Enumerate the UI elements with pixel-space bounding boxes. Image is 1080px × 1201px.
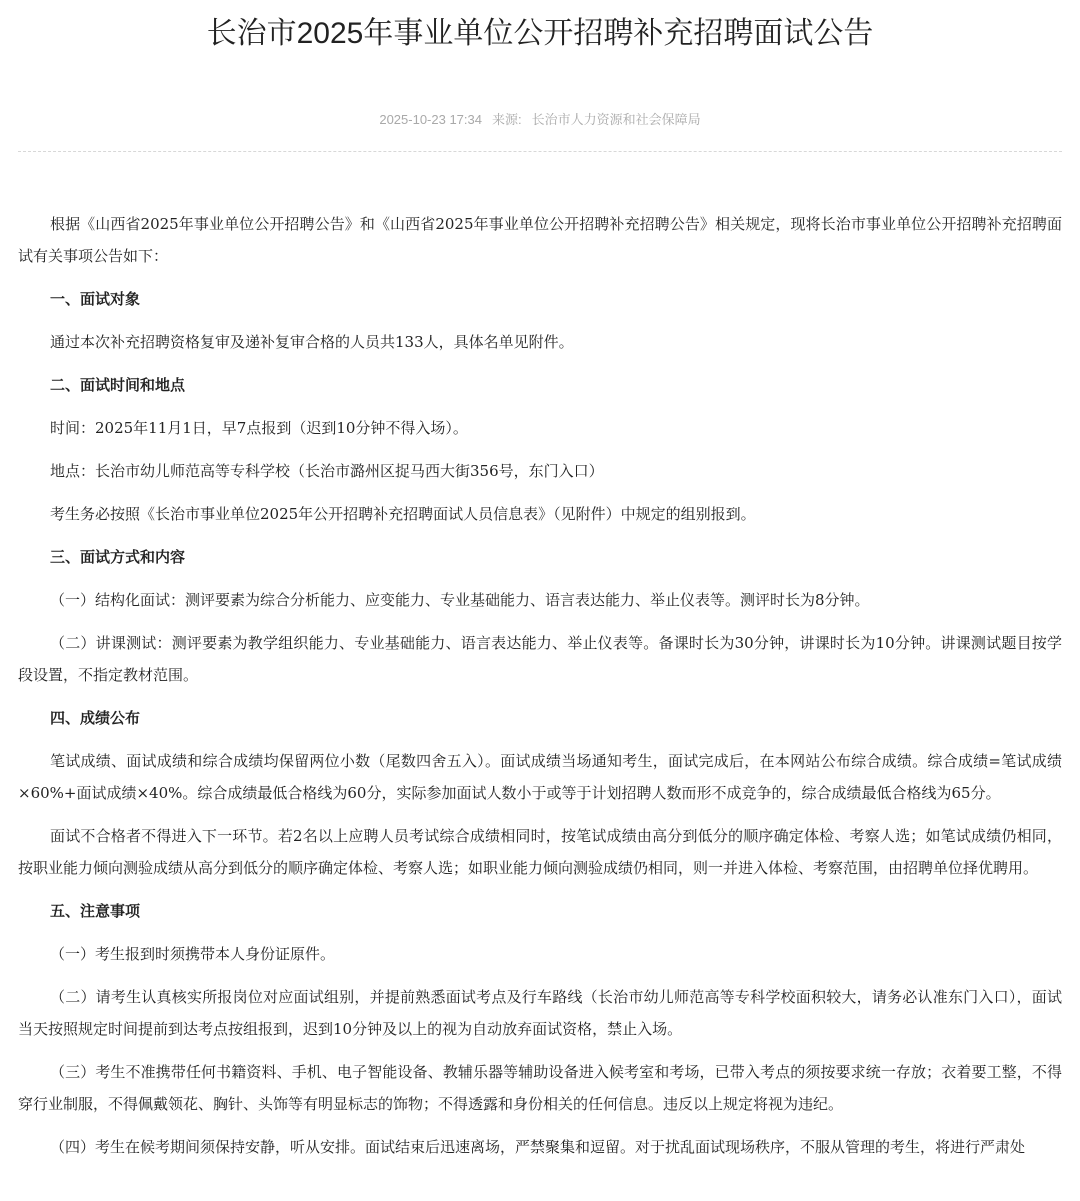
paragraph: 通过本次补充招聘资格复审及递补复审合格的人员共133人，具体名单见附件。 xyxy=(50,333,574,351)
section-heading: 四、成绩公布 xyxy=(50,709,141,727)
section-heading: 二、面试时间和地点 xyxy=(50,376,186,394)
article xyxy=(18,0,1062,1156)
publish-date: 2025-10-23 17:34 xyxy=(379,112,482,127)
paragraph: （一）考生报到时须携带本人身份证原件。 xyxy=(50,945,336,963)
article-body xyxy=(18,208,1062,1163)
paragraph: （二）请考生认真核实所报岗位对应面试组别，并提前熟悉面试考点及行车路线（长治市幼儿师范高等专科学校面积较大，请务必认准东门入口），面试当天按照规定时间提前到达考点按组报到，迟到10分钟及以上的视为自动放弃面试资格，禁止入场。 xyxy=(18,988,1062,1038)
paragraph: （二）讲课测试：测评要素为教学组织能力、专业基础能力、语言表达能力、举止仪表等。备课时长为30分钟，讲课时长为10分钟。讲课测试题目按学段设置，不指定教材范围。 xyxy=(18,634,1062,684)
page-title: 长治市2025年事业单位公开招聘补充招聘面试公告 xyxy=(206,17,874,50)
paragraph: 笔试成绩、面试成绩和综合成绩均保留两位小数（尾数四舍五入）。面试成绩当场通知考生，面试完成后，在本网站公布综合成绩。综合成绩=笔试成绩×60%+面试成绩×40%。综合成绩最低合格线为60分，实际参加面试人数小于或等于计划招聘人数而形不成竞争的，综合成绩最低合格线为65分。 xyxy=(18,752,1062,802)
paragraph: 面试不合格者不得进入下一环节。若2名以上应聘人员考试综合成绩相同时，按笔试成绩由高分到低分的顺序确定体检、考察人选；如笔试成绩仍相同，按职业能力倾向测验成绩从高分到低分的顺序确定体检、考察人选；如职业能力倾向测验成绩仍相同，则一并进入体检、考察范围，由招聘单位择优聘用。 xyxy=(18,827,1062,877)
section-heading: 一、面试对象 xyxy=(50,290,141,308)
section-heading: 三、面试方式和内容 xyxy=(50,548,186,566)
paragraph: 地点：长治市幼儿师范高等专科学校（长治市潞州区捉马西大街356号，东门入口） xyxy=(50,462,604,480)
paragraph: （一）结构化面试：测评要素为综合分析能力、应变能力、专业基础能力、语言表达能力、举止仪表等。测评时长为8分钟。 xyxy=(50,591,870,609)
intro-paragraph: 根据《山西省2025年事业单位公开招聘公告》和《山西省2025年事业单位公开招聘补充招聘公告》相关规定，现将长治市事业单位公开招聘补充招聘面试有关事项公告如下： xyxy=(18,215,1062,265)
meta-divider xyxy=(18,151,1062,152)
paragraph: （四）考生在候考期间须保持安静，听从安排。面试结束后迅速离场，严禁聚集和逗留。对于扰乱面试现场秩序，不服从管理的考生，将进行严肃处 xyxy=(50,1138,1026,1156)
paragraph: 时间：2025年11月1日，早7点报到（迟到10分钟不得入场）。 xyxy=(50,419,468,437)
source-label: 来源: xyxy=(492,112,522,127)
paragraph: （三）考生不准携带任何书籍资料、手机、电子智能设备、教辅乐器等辅助设备进入候考室和考场，已带入考点的须按要求统一存放；衣着要工整，不得穿行业制服，不得佩戴领花、胸针、头饰等有明显标志的饰物；不得透露和身份相关的任何信息。违反以上规定将视为违纪。 xyxy=(18,1063,1062,1113)
source-name: 长治市人力资源和社会保障局 xyxy=(531,112,701,127)
paragraph: 考生务必按照《长治市事业单位2025年公开招聘补充招聘面试人员信息表》（见附件）中规定的组别报到。 xyxy=(50,505,756,523)
article-meta xyxy=(18,111,1062,129)
section-heading: 五、注意事项 xyxy=(50,902,141,920)
